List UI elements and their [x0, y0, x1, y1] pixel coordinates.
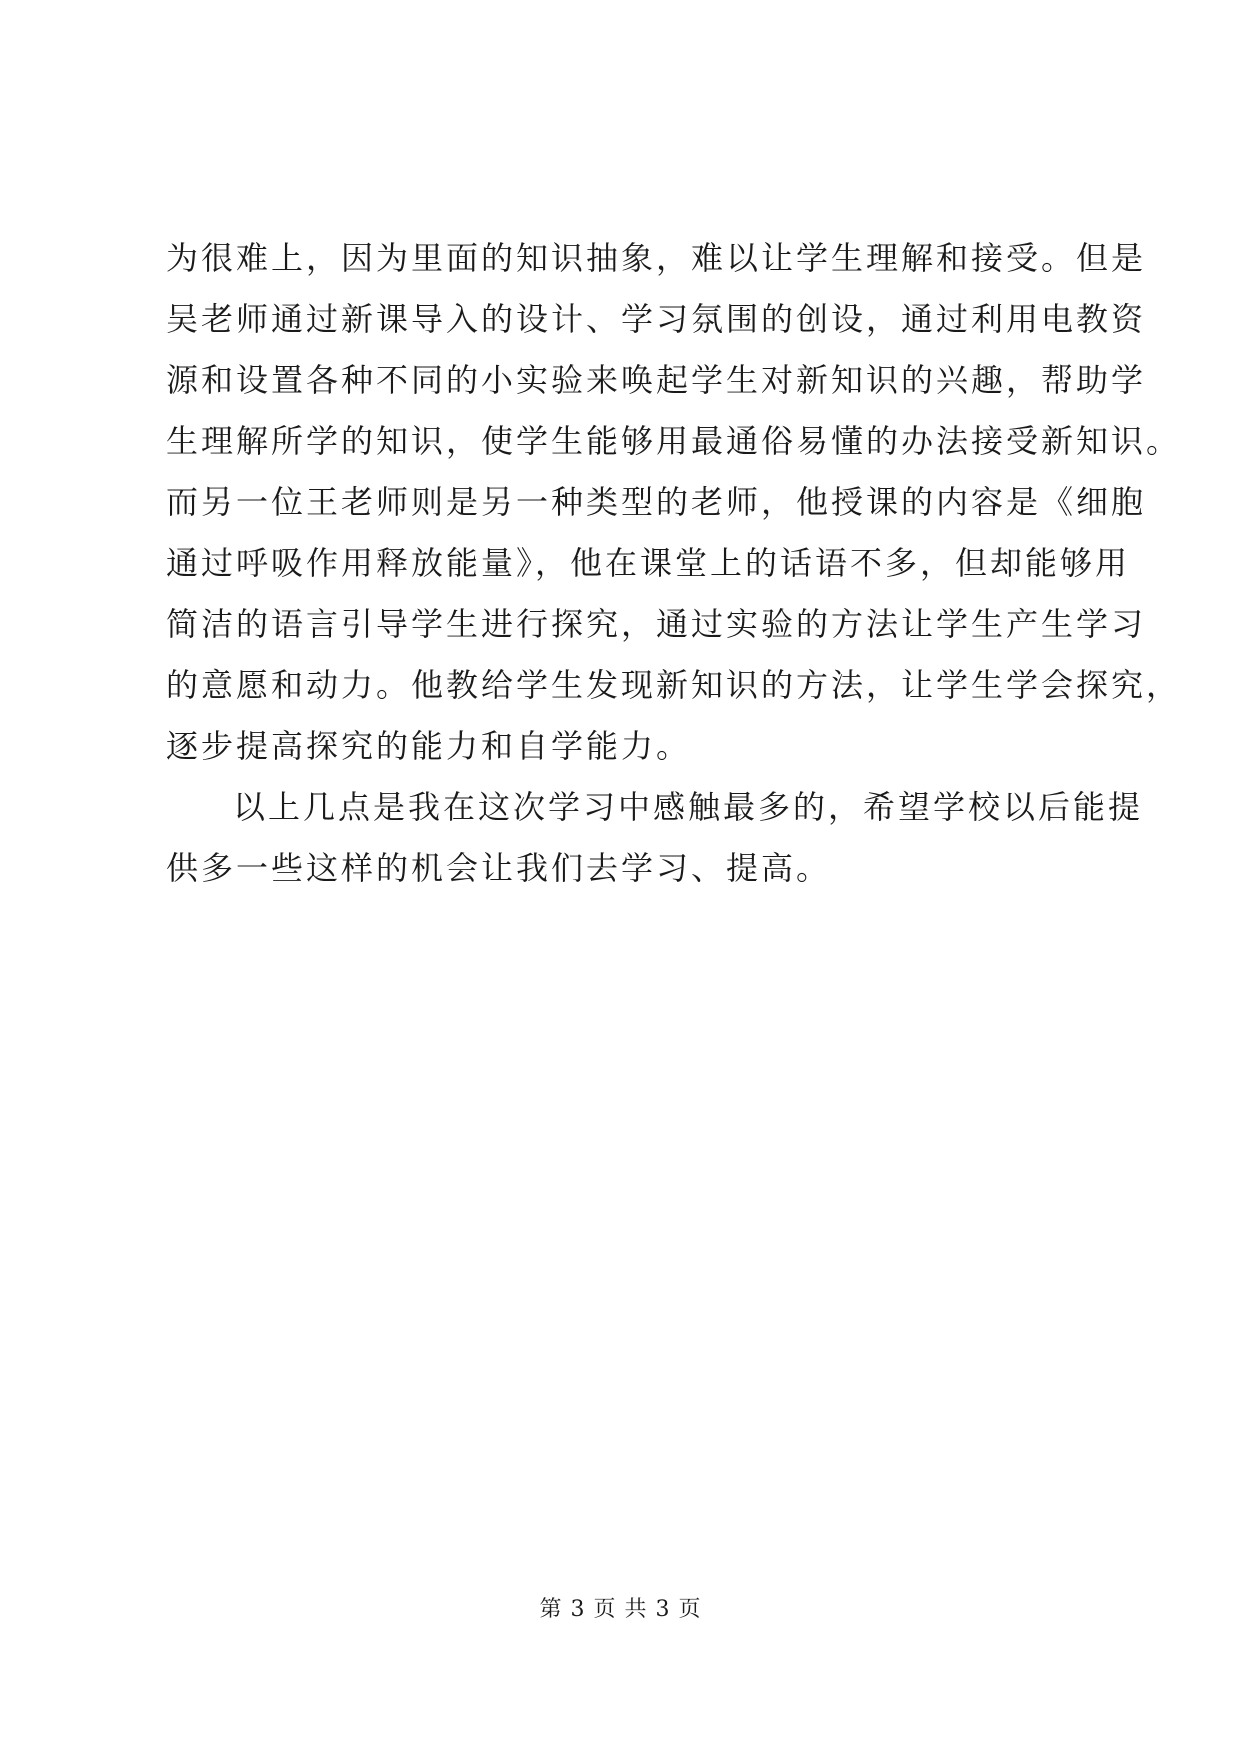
text-line: 吴老师通过新课导入的设计、学习氛围的创设，通过利用电教资 [166, 300, 1147, 338]
text-line: 的意愿和动力。他教给学生发现新知识的方法，让学生学会探究， [166, 666, 1182, 704]
text-line: 源和设置各种不同的小实验来唤起学生对新知识的兴趣，帮助学 [166, 361, 1147, 399]
text-line: 生理解所学的知识，使学生能够用最通俗易懂的办法接受新知识。 [166, 422, 1182, 460]
text-line: 简洁的语言引导学生进行探究，通过实验的方法让学生产生学习 [166, 605, 1147, 643]
text-line: 而另一位王老师则是另一种类型的老师，他授课的内容是《细胞 [166, 483, 1147, 521]
text-line: 逐步提高探究的能力和自学能力。 [166, 727, 692, 765]
text-line: 通过呼吸作用释放能量》，他在课堂上的话语不多，但却能够用 [166, 544, 1131, 582]
text-line: 为很难上，因为里面的知识抽象，难以让学生理解和接受。但是 [166, 239, 1147, 277]
page-number-footer: 第 3 页 共 3 页 [539, 1597, 702, 1622]
document-body [166, 228, 1182, 899]
paragraph-1 [166, 228, 1182, 777]
paragraph-2 [166, 777, 1144, 899]
text-line: 以上几点是我在这次学习中感触最多的，希望学校以后能提 [233, 788, 1144, 826]
text-line: 供多一些这样的机会让我们去学习、提高。 [166, 849, 832, 887]
